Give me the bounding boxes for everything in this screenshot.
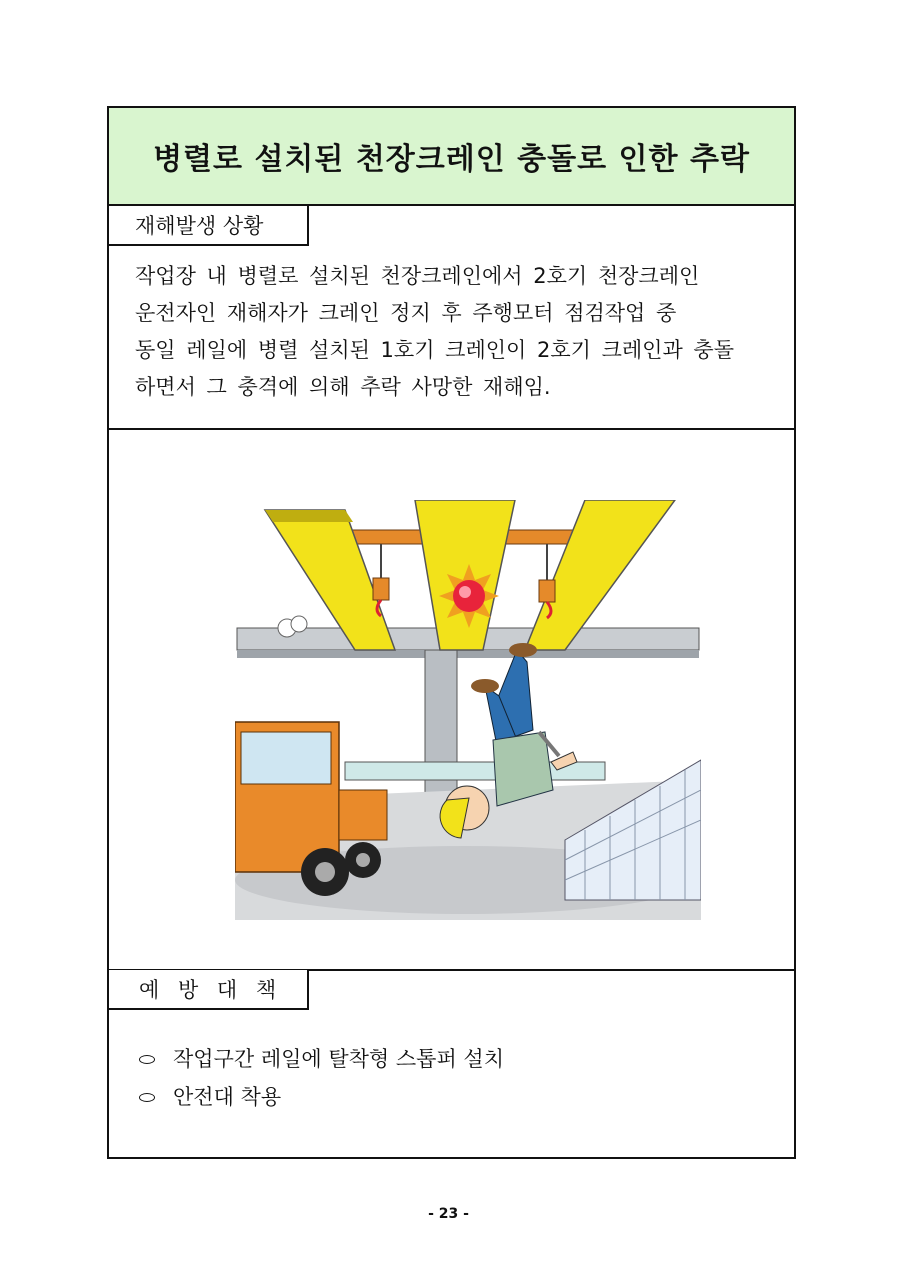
list-item bbox=[135, 1040, 504, 1078]
description-line: 하면서 그 충격에 의해 추락 사망한 재해임. bbox=[135, 375, 551, 399]
divider bbox=[109, 428, 794, 430]
title-box bbox=[109, 108, 794, 206]
prevention-list bbox=[135, 1040, 504, 1116]
situation-description bbox=[135, 258, 775, 406]
content-frame bbox=[107, 106, 796, 1159]
description-line: 운전자인 재해자가 크레인 정지 후 주행모터 점검작업 중 bbox=[135, 301, 677, 325]
accident-illustration bbox=[235, 500, 701, 920]
circle-bullet-icon bbox=[139, 1093, 155, 1102]
situation-label: 재해발생 상황 bbox=[109, 206, 309, 246]
page-number: - 23 - bbox=[428, 1206, 469, 1222]
prevention-item: 작업구간 레일에 탈착형 스톱퍼 설치 bbox=[173, 1047, 504, 1071]
page-title: 병렬로 설치된 천장크레인 충돌로 인한 추락 bbox=[153, 142, 750, 177]
prevention-item: 안전대 착용 bbox=[173, 1085, 282, 1109]
circle-bullet-icon bbox=[139, 1055, 155, 1064]
list-item bbox=[135, 1078, 504, 1116]
description-line: 동일 레일에 병렬 설치된 1호기 크레인이 2호기 크레인과 충돌 bbox=[135, 338, 734, 362]
prevention-label: 예 방 대 책 bbox=[109, 970, 309, 1010]
description-line: 작업장 내 병렬로 설치된 천장크레인에서 2호기 천장크레인 bbox=[135, 264, 700, 288]
